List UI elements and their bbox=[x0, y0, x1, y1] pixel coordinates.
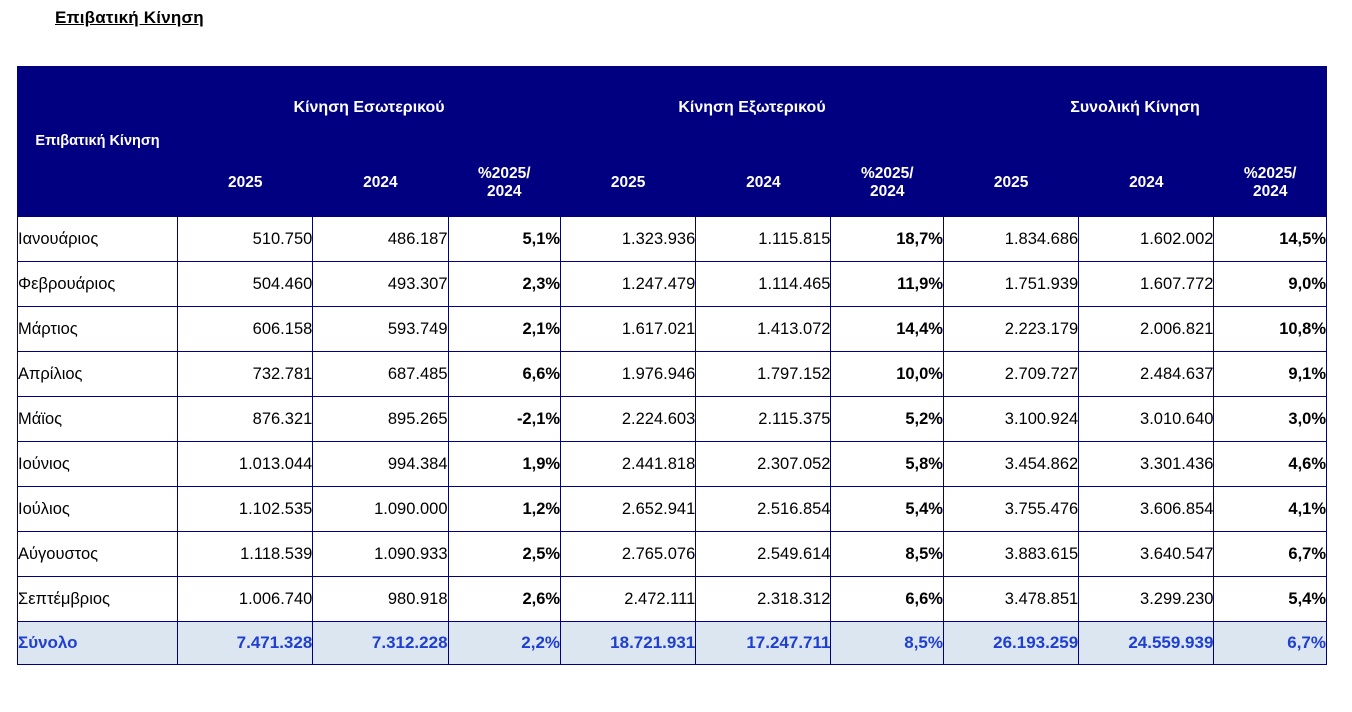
cell-total-2024: 2.484.637 bbox=[1079, 352, 1214, 397]
total-domestic-2024: 7.312.228 bbox=[313, 622, 448, 665]
header-international-pct bbox=[831, 150, 944, 217]
cell-domestic-2025: 1.013.044 bbox=[178, 442, 313, 487]
cell-total-2025: 3.755.476 bbox=[943, 487, 1078, 532]
cell-domestic-pct: 2,5% bbox=[448, 532, 561, 577]
total-international-pct: 8,5% bbox=[831, 622, 944, 665]
cell-international-pct: 10,0% bbox=[831, 352, 944, 397]
cell-total-pct: 14,5% bbox=[1214, 217, 1327, 262]
table-row bbox=[18, 307, 1327, 352]
header-group-domestic: Κίνηση Εσωτερικού bbox=[178, 67, 561, 150]
cell-international-pct: 5,2% bbox=[831, 397, 944, 442]
cell-total-2025: 1.751.939 bbox=[943, 262, 1078, 307]
cell-domestic-pct: 2,6% bbox=[448, 577, 561, 622]
cell-domestic-2025: 1.102.535 bbox=[178, 487, 313, 532]
cell-total-2025: 3.100.924 bbox=[943, 397, 1078, 442]
cell-international-2024: 2.318.312 bbox=[696, 577, 831, 622]
cell-international-2024: 2.516.854 bbox=[696, 487, 831, 532]
header-group-total: Συνολική Κίνηση bbox=[943, 67, 1326, 150]
cell-international-2025: 1.247.479 bbox=[561, 262, 696, 307]
cell-international-pct: 8,5% bbox=[831, 532, 944, 577]
table-header-year-row bbox=[18, 150, 1327, 217]
cell-total-pct: 4,6% bbox=[1214, 442, 1327, 487]
cell-international-2025: 1.323.936 bbox=[561, 217, 696, 262]
cell-total-2025: 3.454.862 bbox=[943, 442, 1078, 487]
cell-international-2025: 2.765.076 bbox=[561, 532, 696, 577]
table-row bbox=[18, 217, 1327, 262]
cell-domestic-2024: 895.265 bbox=[313, 397, 448, 442]
passenger-traffic-table-container bbox=[17, 66, 1327, 665]
cell-total-2024: 2.006.821 bbox=[1079, 307, 1214, 352]
cell-domestic-2024: 486.187 bbox=[313, 217, 448, 262]
cell-international-2024: 2.307.052 bbox=[696, 442, 831, 487]
cell-international-pct: 5,8% bbox=[831, 442, 944, 487]
cell-domestic-2025: 732.781 bbox=[178, 352, 313, 397]
cell-total-pct: 3,0% bbox=[1214, 397, 1327, 442]
total-international-2025: 18.721.931 bbox=[561, 622, 696, 665]
table-row bbox=[18, 442, 1327, 487]
header-international-pct-line1: %2025/ bbox=[860, 164, 914, 182]
cell-total-pct: 5,4% bbox=[1214, 577, 1327, 622]
header-total-pct-line2: 2024 bbox=[1252, 183, 1288, 200]
table-body bbox=[18, 217, 1327, 665]
table-row bbox=[18, 352, 1327, 397]
header-international-2024: 2024 bbox=[696, 150, 831, 217]
row-month: Αύγουστος bbox=[18, 532, 178, 577]
cell-total-2024: 3.010.640 bbox=[1079, 397, 1214, 442]
cell-international-pct: 6,6% bbox=[831, 577, 944, 622]
cell-international-2025: 1.976.946 bbox=[561, 352, 696, 397]
cell-domestic-2024: 994.384 bbox=[313, 442, 448, 487]
table-row bbox=[18, 262, 1327, 307]
cell-international-2025: 2.472.111 bbox=[561, 577, 696, 622]
cell-domestic-pct: 1,9% bbox=[448, 442, 561, 487]
passenger-traffic-table bbox=[17, 66, 1327, 665]
cell-international-pct: 18,7% bbox=[831, 217, 944, 262]
cell-total-2024: 3.640.547 bbox=[1079, 532, 1214, 577]
cell-international-2025: 2.441.818 bbox=[561, 442, 696, 487]
cell-domestic-2025: 504.460 bbox=[178, 262, 313, 307]
cell-domestic-2025: 1.006.740 bbox=[178, 577, 313, 622]
row-month: Φεβρουάριος bbox=[18, 262, 178, 307]
cell-domestic-pct: 2,3% bbox=[448, 262, 561, 307]
cell-international-pct: 14,4% bbox=[831, 307, 944, 352]
cell-domestic-2025: 606.158 bbox=[178, 307, 313, 352]
cell-international-pct: 11,9% bbox=[831, 262, 944, 307]
cell-domestic-2024: 493.307 bbox=[313, 262, 448, 307]
cell-domestic-2025: 510.750 bbox=[178, 217, 313, 262]
row-month: Ιούλιος bbox=[18, 487, 178, 532]
cell-international-2025: 2.224.603 bbox=[561, 397, 696, 442]
header-international-2025: 2025 bbox=[561, 150, 696, 217]
cell-domestic-2024: 1.090.000 bbox=[313, 487, 448, 532]
header-total-2025: 2025 bbox=[943, 150, 1078, 217]
total-total-2025: 26.193.259 bbox=[943, 622, 1078, 665]
cell-international-2025: 2.652.941 bbox=[561, 487, 696, 532]
cell-total-2024: 3.299.230 bbox=[1079, 577, 1214, 622]
cell-total-2025: 2.709.727 bbox=[943, 352, 1078, 397]
header-domestic-2024: 2024 bbox=[313, 150, 448, 217]
cell-domestic-pct: 6,6% bbox=[448, 352, 561, 397]
header-total-2024: 2024 bbox=[1079, 150, 1214, 217]
cell-total-2024: 1.602.002 bbox=[1079, 217, 1214, 262]
header-domestic-pct-line2: 2024 bbox=[487, 183, 522, 200]
table-row bbox=[18, 397, 1327, 442]
table-row bbox=[18, 487, 1327, 532]
cell-international-2025: 1.617.021 bbox=[561, 307, 696, 352]
cell-total-pct: 6,7% bbox=[1214, 532, 1327, 577]
header-international-pct-line2: 2024 bbox=[869, 183, 905, 200]
cell-international-2024: 2.115.375 bbox=[696, 397, 831, 442]
table-row bbox=[18, 532, 1327, 577]
cell-international-2024: 1.114.465 bbox=[696, 262, 831, 307]
header-domestic-2025: 2025 bbox=[178, 150, 313, 217]
row-month: Απρίλιος bbox=[18, 352, 178, 397]
row-month: Μάρτιος bbox=[18, 307, 178, 352]
cell-total-2024: 3.301.436 bbox=[1079, 442, 1214, 487]
cell-domestic-2025: 876.321 bbox=[178, 397, 313, 442]
cell-total-pct: 9,1% bbox=[1214, 352, 1327, 397]
cell-international-2024: 1.115.815 bbox=[696, 217, 831, 262]
header-group-international: Κίνηση Εξωτερικού bbox=[561, 67, 944, 150]
total-total-pct: 6,7% bbox=[1214, 622, 1327, 665]
header-total-pct bbox=[1214, 150, 1327, 217]
total-domestic-2025: 7.471.328 bbox=[178, 622, 313, 665]
row-month: Σεπτέμβριος bbox=[18, 577, 178, 622]
cell-international-2024: 1.797.152 bbox=[696, 352, 831, 397]
cell-domestic-2024: 593.749 bbox=[313, 307, 448, 352]
header-total-pct-line1: %2025/ bbox=[1243, 164, 1297, 182]
cell-total-pct: 10,8% bbox=[1214, 307, 1327, 352]
total-international-2024: 17.247.711 bbox=[696, 622, 831, 665]
cell-total-2025: 2.223.179 bbox=[943, 307, 1078, 352]
total-domestic-pct: 2,2% bbox=[448, 622, 561, 665]
cell-domestic-pct: 2,1% bbox=[448, 307, 561, 352]
cell-total-2025: 3.478.851 bbox=[943, 577, 1078, 622]
cell-total-2025: 3.883.615 bbox=[943, 532, 1078, 577]
table-header-group-row bbox=[18, 67, 1327, 150]
cell-total-2024: 3.606.854 bbox=[1079, 487, 1214, 532]
table-total-row bbox=[18, 622, 1327, 665]
cell-domestic-2024: 980.918 bbox=[313, 577, 448, 622]
cell-international-pct: 5,4% bbox=[831, 487, 944, 532]
cell-domestic-pct: 1,2% bbox=[448, 487, 561, 532]
cell-domestic-2025: 1.118.539 bbox=[178, 532, 313, 577]
cell-domestic-pct: 5,1% bbox=[448, 217, 561, 262]
total-total-2024: 24.559.939 bbox=[1079, 622, 1214, 665]
row-month: Μάϊος bbox=[18, 397, 178, 442]
cell-domestic-pct: -2,1% bbox=[448, 397, 561, 442]
cell-total-pct: 9,0% bbox=[1214, 262, 1327, 307]
page-title: Επιβατική Κίνηση bbox=[55, 8, 204, 27]
header-domestic-pct bbox=[448, 150, 561, 217]
cell-total-2024: 1.607.772 bbox=[1079, 262, 1214, 307]
row-month: Ιούνιος bbox=[18, 442, 178, 487]
cell-international-2024: 1.413.072 bbox=[696, 307, 831, 352]
header-domestic-pct-line1: %2025/ bbox=[478, 164, 531, 182]
cell-domestic-2024: 1.090.933 bbox=[313, 532, 448, 577]
cell-total-pct: 4,1% bbox=[1214, 487, 1327, 532]
cell-international-2024: 2.549.614 bbox=[696, 532, 831, 577]
cell-total-2025: 1.834.686 bbox=[943, 217, 1078, 262]
table-header bbox=[18, 67, 1327, 217]
total-row-label: Σύνολο bbox=[18, 622, 178, 665]
header-corner-label: Επιβατική Κίνηση bbox=[18, 67, 178, 217]
cell-domestic-2024: 687.485 bbox=[313, 352, 448, 397]
row-month: Ιανουάριος bbox=[18, 217, 178, 262]
table-row bbox=[18, 577, 1327, 622]
